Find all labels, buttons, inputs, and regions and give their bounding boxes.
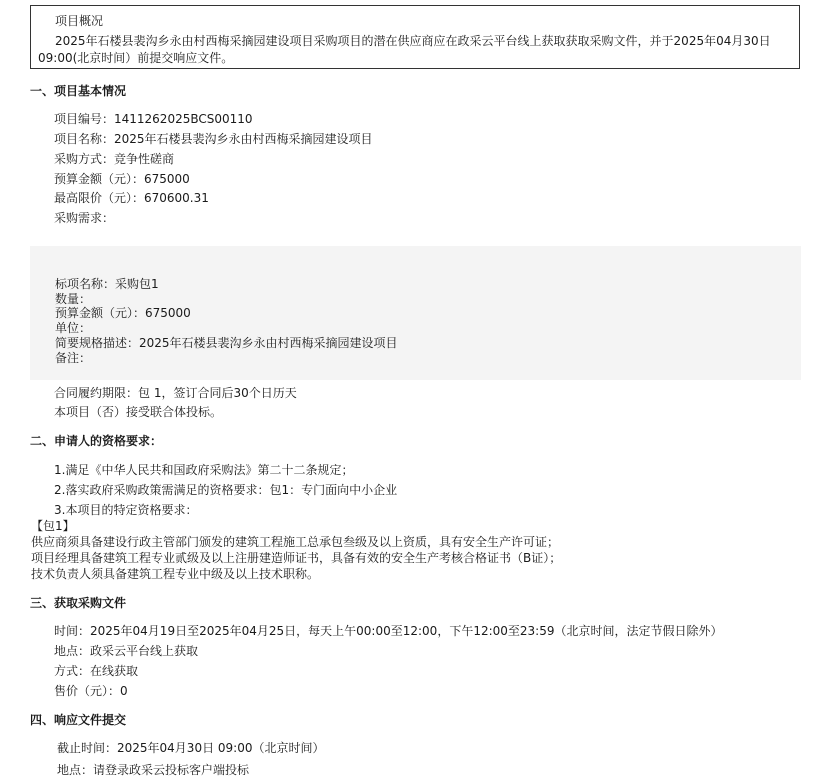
budget-amount: 预算金额（元）：675000 bbox=[54, 172, 190, 186]
section1-heading: 一、项目基本情况 bbox=[30, 84, 127, 98]
section4-heading: 四、响应文件提交 bbox=[30, 713, 127, 727]
consortium-bid: 本项目（否）接受联合体投标。 bbox=[54, 405, 223, 419]
submission-deadline: 截止时间：2025年04月30日 09:00（北京时间） bbox=[57, 741, 325, 755]
acquisition-way: 方式：在线获取 bbox=[54, 664, 139, 678]
lot-name: 标项名称：采购包1 bbox=[55, 277, 159, 291]
project-number: 项目编号：1411262025BCS00110 bbox=[54, 112, 253, 126]
requirement-line-3: 技术负责人须具备建筑工程专业中级及以上技术职称。 bbox=[31, 567, 320, 581]
lot-quantity: 数量： bbox=[55, 292, 92, 306]
lot-description: 简要规格描述：2025年石楼县裴沟乡永由村西梅采摘园建设项目 bbox=[55, 336, 398, 350]
project-name: 项目名称：2025年石楼县裴沟乡永由村西梅采摘园建设项目 bbox=[54, 132, 373, 146]
requirement-1: 1.满足《中华人民共和国政府采购法》第二十二条规定； bbox=[54, 463, 354, 477]
acquisition-time: 时间：2025年04月19日至2025年04月25日，每天上午00:00至12:00，下午12:00至23:59（北京时间，法定节假日除外） bbox=[54, 624, 723, 638]
contract-period: 合同履约期限：包 1，签订合同后30个日历天 bbox=[54, 386, 297, 400]
procurement-demand: 采购需求： bbox=[54, 211, 115, 225]
max-price: 最高限价（元）：670600.31 bbox=[54, 191, 209, 205]
procurement-method: 采购方式：竞争性磋商 bbox=[54, 152, 175, 166]
requirement-3: 3.本项目的特定资格要求： bbox=[54, 503, 198, 517]
overview-text: 2025年石楼县裴沟乡永由村西梅采摘园建设项目采购项目的潜在供应商应在政采云平台线上获取获取采购文件，并于2025年04月30日 09:00(北京时间）前提交响应文件。 bbox=[38, 34, 771, 65]
section3-heading: 三、获取采购文件 bbox=[30, 596, 127, 610]
project-overview-box bbox=[30, 5, 800, 69]
document-price: 售价（元）：0 bbox=[54, 684, 128, 698]
lot-note: 备注： bbox=[55, 351, 92, 365]
overview-title: 项目概况 bbox=[55, 14, 104, 28]
submission-place: 地点：请登录政采云投标客户端投标 bbox=[57, 763, 250, 777]
requirement-line-1: 供应商须具备建设行政主管部门颁发的建筑工程施工总承包叁级及以上资质，具有安全生产许可证； bbox=[31, 535, 560, 549]
section2-heading: 二、申请人的资格要求： bbox=[30, 434, 163, 448]
acquisition-place: 地点：政采云平台线上获取 bbox=[54, 644, 199, 658]
requirement-2: 2.落实政府采购政策需满足的资格要求：包1：专门面向中小企业 bbox=[54, 483, 398, 497]
lot-unit: 单位： bbox=[55, 321, 92, 335]
requirement-line-2: 项目经理具备建筑工程专业贰级及以上注册建造师证书，具备有效的安全生产考核合格证书（B证）； bbox=[31, 551, 562, 565]
lot-budget: 预算金额（元）：675000 bbox=[55, 306, 191, 320]
lot-tag: 【包1】 bbox=[31, 519, 75, 533]
